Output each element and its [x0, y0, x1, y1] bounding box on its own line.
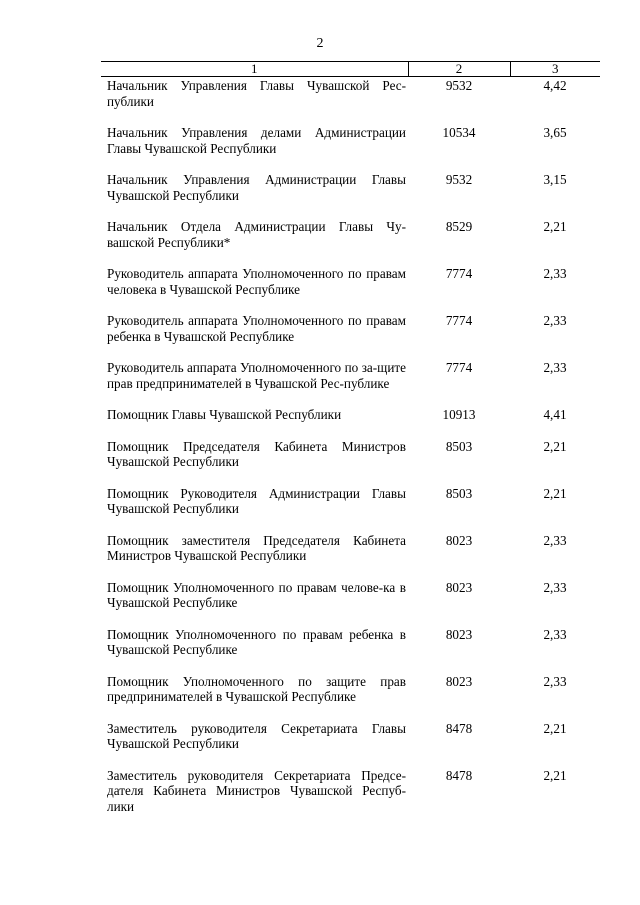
position-name: Помощник Председателя Кабинета Министров Чувашской Республики: [107, 438, 406, 469]
table-row: [101, 439, 600, 486]
coefficient-value: 3,65: [543, 125, 567, 140]
table-row: [101, 768, 600, 831]
table-body: [101, 77, 600, 831]
salary-value: 10534: [442, 125, 476, 140]
coefficient-value: 2,21: [543, 438, 567, 454]
position-name: Помощник Руководителя Администрации Главы Чувашской Республики: [107, 485, 406, 516]
salary-value: 9532: [445, 78, 473, 93]
column-header-1: 1: [101, 62, 408, 77]
positions-table: [101, 61, 600, 830]
salary-value: 7774: [445, 313, 473, 328]
table-row: [101, 486, 600, 533]
position-name: Заместитель руководителя Секретариата Предсе-дателя Кабинета Министров Чувашской Респуб-лики: [107, 767, 406, 814]
salary-value: 7774: [445, 360, 473, 375]
position-name: Помощник Главы Чувашской Республики: [107, 407, 342, 422]
salary-value: 8023: [445, 626, 473, 642]
position-name: Руководитель аппарата Уполномоченного по правам человека в Чувашской Республике: [107, 266, 406, 297]
coefficient-value: 2,21: [543, 720, 567, 736]
coefficient-value: 2,33: [543, 673, 567, 689]
table-row: [101, 313, 600, 360]
header-row: [101, 62, 600, 77]
salary-value: 8503: [445, 438, 473, 454]
position-name: Начальник Управления Администрации Главы Чувашской Республики: [107, 172, 406, 203]
table-row: [101, 125, 600, 172]
table-row: [101, 533, 600, 580]
column-header-2: 2: [408, 62, 510, 77]
table-row: [101, 721, 600, 768]
position-name: Помощник Уполномоченного по правам челове-ка в Чувашской Республике: [107, 579, 406, 610]
coefficient-value: 2,21: [543, 219, 567, 234]
salary-value: 8023: [445, 532, 473, 548]
coefficient-value: 2,33: [543, 360, 567, 375]
salary-value: 8529: [445, 219, 473, 234]
coefficient-value: 2,33: [543, 579, 567, 595]
salary-value: 8503: [445, 485, 473, 501]
table-row: [101, 674, 600, 721]
position-name: Руководитель аппарата Уполномоченного по правам ребенка в Чувашской Республике: [107, 313, 406, 344]
coefficient-value: 2,21: [543, 767, 567, 783]
table-header: [101, 62, 600, 77]
table-row: [101, 77, 600, 126]
position-name: Помощник Уполномоченного по правам ребенка в Чувашской Республике: [107, 626, 406, 657]
coefficient-value: 2,33: [543, 532, 567, 548]
coefficient-value: 2,33: [543, 266, 567, 281]
salary-value: 8478: [445, 767, 473, 783]
position-name: Начальник Управления Главы Чувашской Рес-публики: [107, 78, 406, 109]
salary-value: 7774: [445, 266, 473, 281]
coefficient-value: 2,33: [543, 626, 567, 642]
table-row: [101, 266, 600, 313]
position-name: Заместитель руководителя Секретариата Главы Чувашской Республики: [107, 720, 406, 751]
page-number: 2: [316, 36, 324, 51]
coefficient-value: 2,33: [543, 313, 567, 328]
table-row: [101, 627, 600, 674]
salary-value: 8023: [445, 579, 473, 595]
position-name: Начальник Управления делами Администрации Главы Чувашской Республики: [107, 125, 406, 156]
coefficient-value: 4,42: [543, 78, 567, 93]
coefficient-value: 4,41: [543, 407, 567, 422]
table-row: [101, 219, 600, 266]
position-name: Помощник заместителя Председателя Кабинета Министров Чувашской Республики: [107, 532, 406, 563]
table-row: [101, 172, 600, 219]
salary-value: 9532: [445, 172, 473, 187]
table-row: [101, 360, 600, 407]
position-name: Руководитель аппарата Уполномоченного по за-щите прав предпринимателей в Чувашской Рес-публике: [107, 360, 406, 391]
table-row: [101, 580, 600, 627]
coefficient-value: 3,15: [543, 172, 567, 187]
coefficient-value: 2,21: [543, 485, 567, 501]
salary-value: 8023: [445, 673, 473, 689]
position-name: Начальник Отдела Администрации Главы Чу-вашской Республики*: [107, 219, 406, 250]
salary-value: 10913: [442, 407, 476, 422]
salary-value: 8478: [445, 720, 473, 736]
table-row: [101, 407, 600, 439]
position-name: Помощник Уполномоченного по защите прав предпринимателей в Чувашской Республике: [107, 673, 406, 704]
column-header-3: 3: [510, 62, 600, 77]
